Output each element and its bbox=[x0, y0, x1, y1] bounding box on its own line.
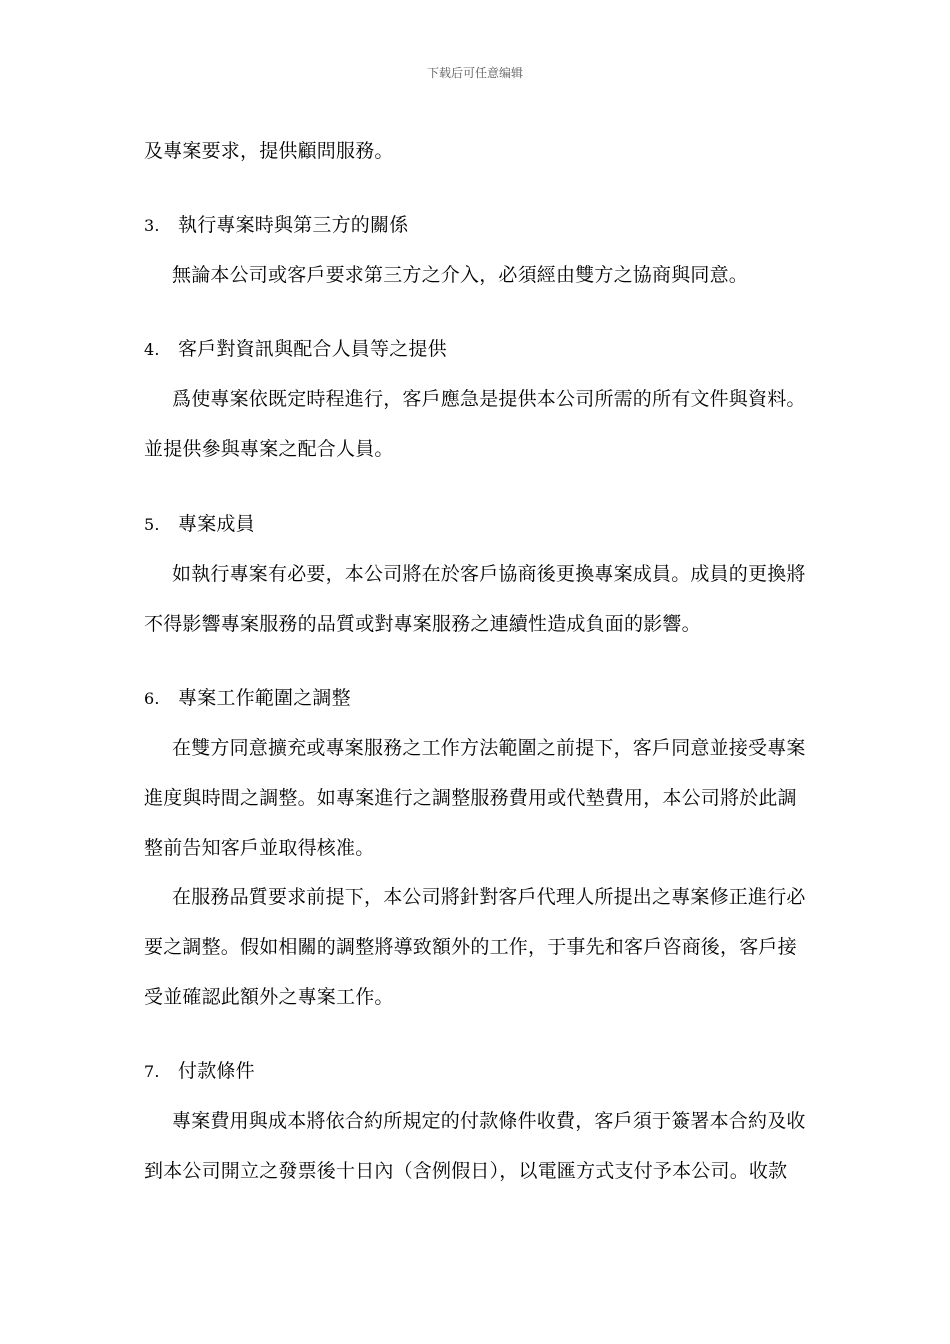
section-number: 3. bbox=[144, 216, 160, 235]
section-title: 專案成員 bbox=[178, 513, 255, 535]
paragraph-line: 如執行專案有必要，本公司將在於客戶協商後更換專案成員。成員的更換將 bbox=[172, 563, 806, 585]
section-heading-7 bbox=[144, 1057, 814, 1086]
paragraph-line: 爲使專案依既定時程進行，客戶應急是提供本公司所需的所有文件與資料。 bbox=[172, 388, 806, 410]
paragraph-line: 不得影響專案服務的品質或對專案服務之連續性造成負面的影響。 bbox=[144, 613, 701, 635]
section-number: 4. bbox=[144, 340, 160, 359]
paragraph-line: 在服務品質要求前提下，本公司將針對客戶代理人所提出之專案修正進行必 bbox=[172, 886, 806, 908]
section-heading-3 bbox=[144, 211, 814, 240]
section-title: 付款條件 bbox=[178, 1060, 255, 1082]
section-number: 6. bbox=[144, 689, 160, 708]
paragraph-line: 整前告知客戶並取得核准。 bbox=[144, 837, 375, 859]
paragraph-line: 進度與時間之調整。如專案進行之調整服務費用或代墊費用，本公司將於此調 bbox=[144, 787, 797, 809]
paragraph-line: 無論本公司或客戶要求第三方之介入，必須經由雙方之協商與同意。 bbox=[172, 264, 749, 286]
paragraph-line: 專案費用與成本將依合約所規定的付款條件收費，客戶須于簽署本合約及收 bbox=[172, 1110, 806, 1132]
section-number: 5. bbox=[144, 515, 160, 534]
section-heading-4 bbox=[144, 335, 814, 364]
section-title: 專案工作範圍之調整 bbox=[178, 687, 351, 709]
section-heading-6 bbox=[144, 684, 814, 713]
page-header: 下载后可任意编辑 bbox=[426, 66, 523, 80]
section-title: 執行專案時與第三方的關係 bbox=[178, 214, 409, 236]
section-number: 7. bbox=[144, 1062, 160, 1081]
paragraph-line: 到本公司開立之發票後十日內（含例假日），以電匯方式支付予本公司。收款 bbox=[144, 1160, 788, 1182]
section-heading-5 bbox=[144, 510, 814, 539]
paragraph-line: 受並確認此額外之專案工作。 bbox=[144, 986, 394, 1008]
paragraph-line: 要之調整。假如相關的調整將導致額外的工作，于事先和客戶咨商後，客戶接 bbox=[144, 936, 797, 958]
section-title: 客戶對資訊與配合人員等之提供 bbox=[178, 338, 447, 360]
paragraph-line: 在雙方同意擴充或專案服務之工作方法範圍之前提下，客戶同意並接受專案 bbox=[172, 737, 806, 759]
paragraph-line: 並提供參與專案之配合人員。 bbox=[144, 438, 394, 460]
paragraph-line: 及專案要求，提供顧問服務。 bbox=[144, 140, 394, 162]
